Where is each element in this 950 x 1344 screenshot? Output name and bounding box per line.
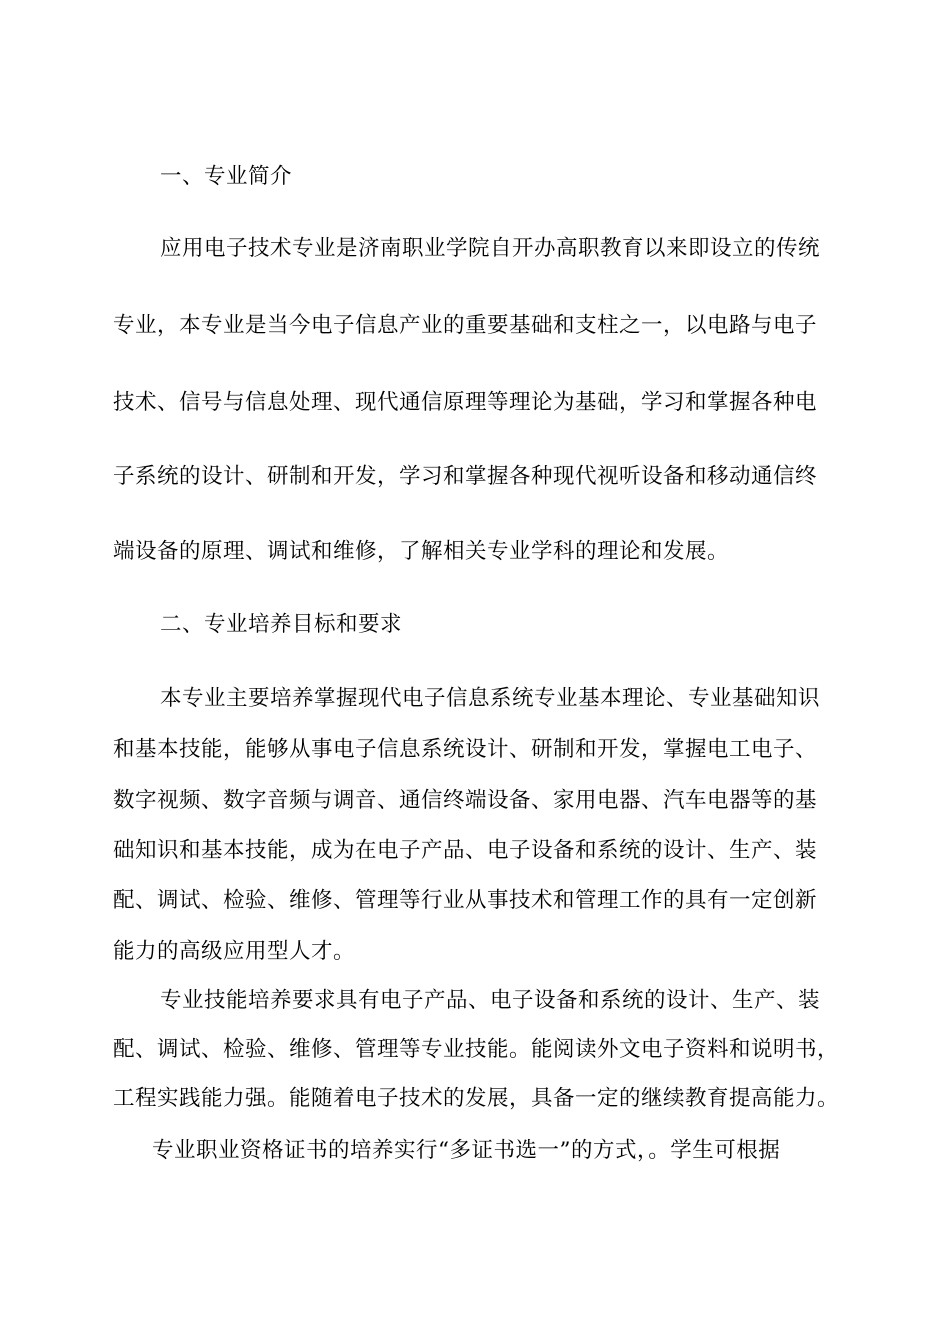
paragraph-line: 和基本技能，能够从事电子信息系统设计、研制和开发，掌握电工电子、 [113, 737, 818, 762]
paragraph-line: 础知识和基本技能，成为在电子产品、电子设备和系统的设计、生产、装 [113, 838, 818, 863]
paragraph-line: 专业，本专业是当今电子信息产业的重要基础和支柱之一，以电路与电子 [113, 313, 818, 338]
paragraph-line: 本专业主要培养掌握现代电子信息系统专业基本理论、专业基础知识 [160, 686, 821, 711]
paragraph-line: 专业职业资格证书的培养实行“多证书选一”的方式，。学生可根据 [152, 1138, 781, 1163]
paragraph-line: 工程实践能力强。能随着电子技术的发展，具备一定的继续教育提高能力。 [113, 1086, 840, 1111]
paragraph-line: 子系统的设计、研制和开发，学习和掌握各种现代视听设备和移动通信终 [113, 464, 818, 489]
paragraph-line: 数字视频、数字音频与调音、通信终端设备、家用电器、汽车电器等的基 [113, 788, 818, 813]
paragraph-line: 配、调试、检验、维修、管理等专业技能。能阅读外文电子资料和说明书， [113, 1037, 840, 1062]
paragraph-line: 端设备的原理、调试和维修，了解相关专业学科的理论和发展。 [113, 539, 730, 564]
section1-heading: 一、专业简介 [160, 164, 293, 189]
paragraph-line: 配、调试、检验、维修、管理等行业从事技术和管理工作的具有一定创新 [113, 888, 818, 913]
section2-heading: 二、专业培养目标和要求 [160, 612, 403, 637]
paragraph-line: 技术、信号与信息处理、现代通信原理等理论为基础，学习和掌握各种电 [113, 390, 818, 415]
paragraph-line: 应用电子技术专业是济南职业学院自开办高职教育以来即设立的传统 [160, 236, 821, 261]
paragraph-line: 能力的高级应用型人才。 [113, 939, 356, 964]
paragraph-line: 专业技能培养要求具有电子产品、电子设备和系统的设计、生产、装 [160, 988, 821, 1013]
